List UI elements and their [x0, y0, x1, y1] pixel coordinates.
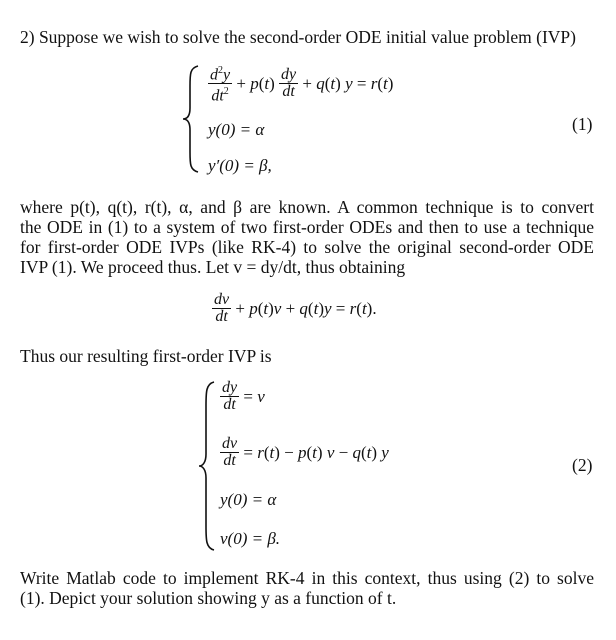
paragraph-line-4: IVP (1). We proceed thus. Let v = dy/dt, thus obtaining: [20, 257, 406, 277]
equation-system-2: [196, 380, 218, 556]
closing-line-1: Write Matlab code to implement RK-4 in this context, thus using (2) to solve: [20, 568, 594, 588]
first-order-substitution-equation: $\frac{dv}{dt}$ + p(t)v + q(t)y = r(t).: [214, 291, 377, 325]
ode-second-order: $\frac{d^2y}{dt^2}$ + p(t) $\frac{dy}{dt}$ + q(t) y = r(t): [210, 65, 394, 105]
system2-eq-dy: $\frac{dy}{dt}$ = v: [222, 379, 265, 413]
paragraph-line-1: where p(t), q(t), r(t), α, and β are known. A common technique is to convert: [20, 197, 594, 217]
paragraph-line-3: for first-order ODE IVPs (like RK-4) to solve the original second-order ODE: [20, 237, 594, 257]
closing-line-2: (1). Depict your solution showing y as a function of t.: [20, 588, 397, 608]
equation-label-2: (2): [572, 455, 593, 475]
initial-condition-y: y(0) = α: [208, 120, 265, 139]
initial-condition-yprime: y′(0) = β,: [208, 156, 272, 175]
left-brace-icon: [196, 380, 218, 552]
paragraph-system-intro: Thus our resulting first-order IVP is: [20, 346, 272, 366]
system2-eq-dv: $\frac{dv}{dt}$ = r(t) − p(t) v − q(t) y: [222, 435, 389, 469]
problem-intro: 2) Suppose we wish to solve the second-order ODE initial value problem (IVP): [20, 27, 576, 47]
equation-label-1: (1): [572, 114, 593, 134]
paragraph-line-2: the ODE in (1) to a system of two first-order ODEs and then to use a technique: [20, 217, 594, 237]
equation-system-1: [180, 64, 202, 178]
system2-ic-v: v(0) = β.: [220, 529, 281, 548]
left-brace-icon: [180, 64, 202, 174]
system2-ic-y: y(0) = α: [220, 490, 277, 509]
